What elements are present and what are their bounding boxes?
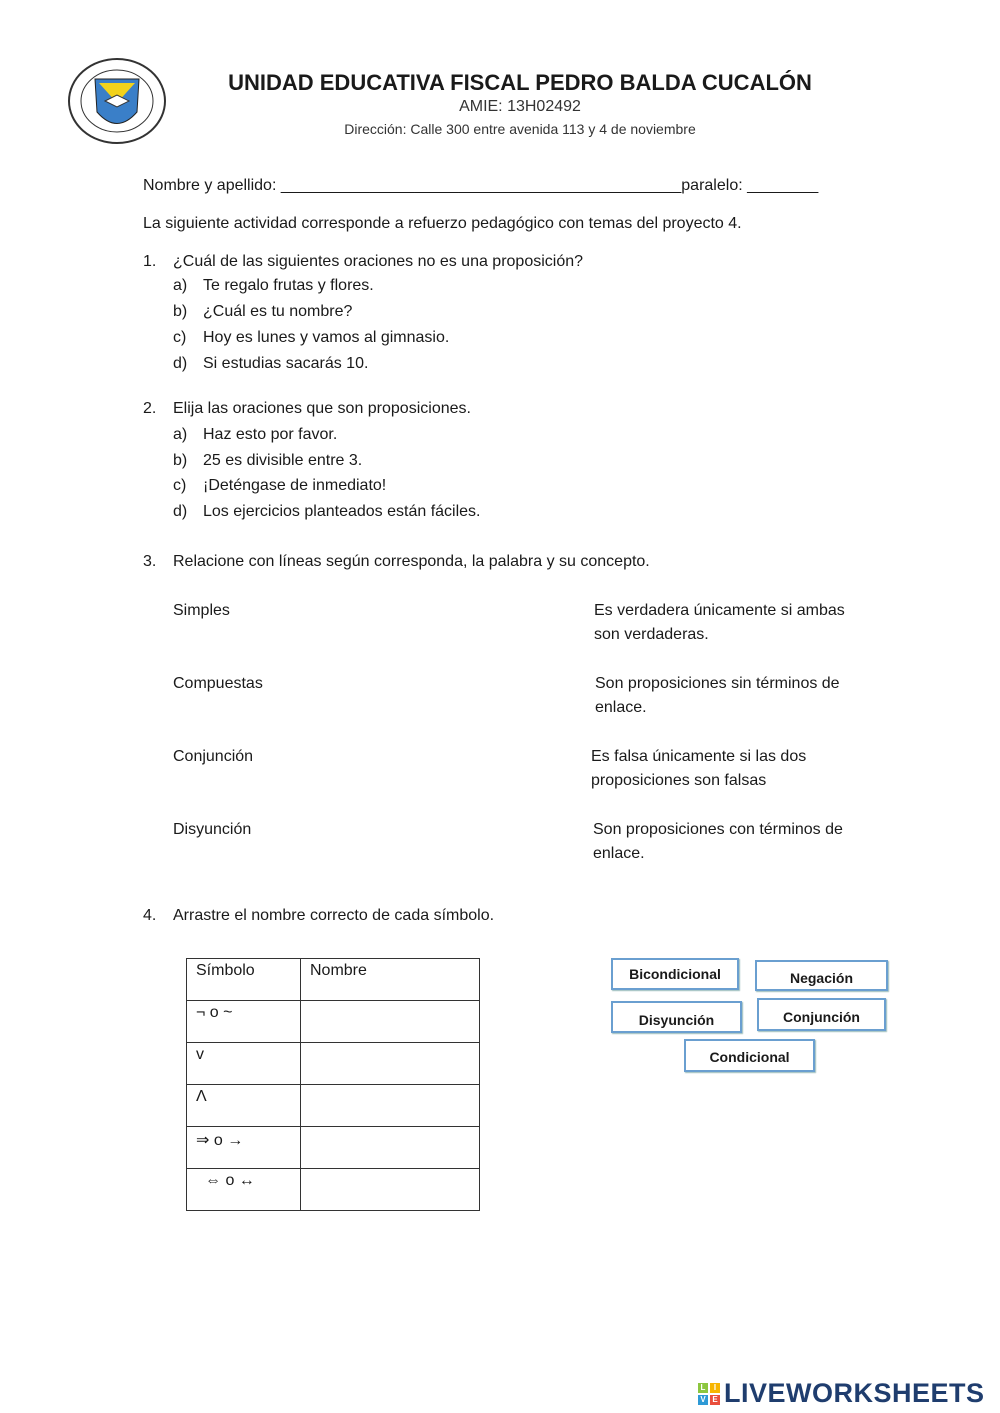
table-header-row	[187, 959, 480, 1001]
student-info-line	[143, 176, 818, 196]
q1-number: 1.	[143, 253, 157, 270]
badge-letter: V	[698, 1395, 708, 1405]
school-address: Dirección: Calle 300 entre avenida 113 y 4 de noviembre	[344, 121, 696, 137]
name-drop-zone[interactable]	[301, 1085, 480, 1127]
symbol-cell: ⇒ o →	[187, 1127, 301, 1169]
match-definition-line2: son verdaderas.	[594, 626, 709, 643]
drag-option-disyuncion[interactable]: Disyunción	[611, 1001, 742, 1033]
symbol-cell: Λ	[187, 1085, 301, 1127]
badge-letter: E	[710, 1395, 720, 1405]
option-text[interactable]: Los ejercicios planteados están fáciles.	[203, 503, 481, 521]
live-badge-icon	[697, 1382, 721, 1406]
q2-number: 2.	[143, 400, 157, 417]
q4-number: 4.	[143, 907, 157, 924]
option-letter: b)	[173, 451, 188, 469]
match-term[interactable]: Conjunción	[173, 748, 254, 765]
option-text[interactable]: ¡Deténgase de inmediato!	[203, 477, 387, 495]
symbol-cell: ¬ o ~	[187, 1001, 301, 1043]
name-drop-zone[interactable]	[301, 1127, 480, 1169]
school-name: UNIDAD EDUCATIVA FISCAL PEDRO BALDA CUCALÓN	[228, 70, 812, 95]
q2-text: Elija las oraciones que son proposiciones.	[173, 400, 471, 417]
badge-letter: I	[710, 1383, 720, 1393]
name-blank[interactable]: _____________________________________________	[280, 177, 682, 194]
option-letter: c)	[173, 329, 187, 346]
brand-text: LIVEWORKSHEETS	[724, 1378, 985, 1408]
match-term[interactable]: Simples	[173, 602, 230, 619]
option-text[interactable]: Haz esto por favor.	[203, 426, 338, 443]
table-row	[187, 1085, 480, 1127]
match-term[interactable]: Disyunción	[173, 821, 252, 838]
q1-text: ¿Cuál de las siguientes oraciones no es una proposición?	[173, 253, 584, 270]
option-letter: a)	[173, 277, 188, 294]
match-term[interactable]: Compuestas	[173, 675, 263, 692]
match-definition-line2: proposiciones son falsas	[591, 772, 767, 789]
match-definition-line1[interactable]: Son proposiciones sin términos de	[595, 675, 840, 692]
match-definition-line2: enlace.	[595, 699, 647, 716]
table-row	[187, 1043, 480, 1085]
drag-option-negacion[interactable]: Negación	[755, 960, 888, 991]
option-letter: b)	[173, 303, 188, 320]
table-row	[187, 1169, 480, 1211]
intro-text: La siguiente actividad corresponde a refuerzo pedagógico con temas del proyecto 4.	[143, 215, 742, 232]
q3-number: 3.	[143, 553, 157, 570]
option-letter: c)	[173, 477, 187, 495]
name-drop-zone[interactable]	[301, 1169, 480, 1211]
symbol-cell: ⇔ o ↔	[187, 1169, 301, 1211]
drag-option-condicional[interactable]: Condicional	[684, 1039, 815, 1072]
match-definition-line1[interactable]: Es falsa únicamente si las dos	[591, 748, 807, 765]
symbol-table	[186, 958, 480, 1211]
badge-letter: L	[698, 1383, 708, 1393]
option-text[interactable]: 25 es divisible entre 3.	[203, 451, 363, 469]
liveworksheets-logo	[697, 1378, 985, 1409]
drag-option-bicondicional[interactable]: Bicondicional	[611, 958, 739, 990]
header-symbol: Símbolo	[187, 959, 301, 1001]
option-letter: d)	[173, 355, 188, 372]
match-definition-line1[interactable]: Es verdadera únicamente si ambas	[594, 602, 845, 619]
name-drop-zone[interactable]	[301, 1043, 480, 1085]
paralelo-label: paralelo:	[681, 177, 748, 194]
table-row	[187, 1127, 480, 1169]
q3-text: Relacione con líneas según corresponda, la palabra y su concepto.	[173, 553, 650, 570]
name-label: Nombre y apellido:	[143, 177, 281, 194]
match-definition-line2: enlace.	[593, 845, 645, 862]
table-row	[187, 1001, 480, 1043]
amie-code: AMIE: 13H02492	[459, 98, 581, 115]
option-text[interactable]: Si estudias sacarás 10.	[203, 355, 369, 372]
header-name: Nombre	[301, 959, 480, 1001]
option-text[interactable]: Te regalo frutas y flores.	[203, 277, 374, 294]
paralelo-blank[interactable]: ________	[747, 177, 819, 194]
name-drop-zone[interactable]	[301, 1001, 480, 1043]
match-definition-line1[interactable]: Son proposiciones con términos de	[593, 821, 843, 838]
symbol-cell: v	[187, 1043, 301, 1085]
q4-text: Arrastre el nombre correcto de cada símbolo.	[173, 907, 495, 924]
option-text[interactable]: ¿Cuál es tu nombre?	[203, 303, 353, 320]
option-letter: a)	[173, 426, 188, 443]
option-text[interactable]: Hoy es lunes y vamos al gimnasio.	[203, 329, 450, 346]
drag-option-conjuncion[interactable]: Conjunción	[757, 998, 886, 1031]
option-letter: d)	[173, 503, 188, 521]
